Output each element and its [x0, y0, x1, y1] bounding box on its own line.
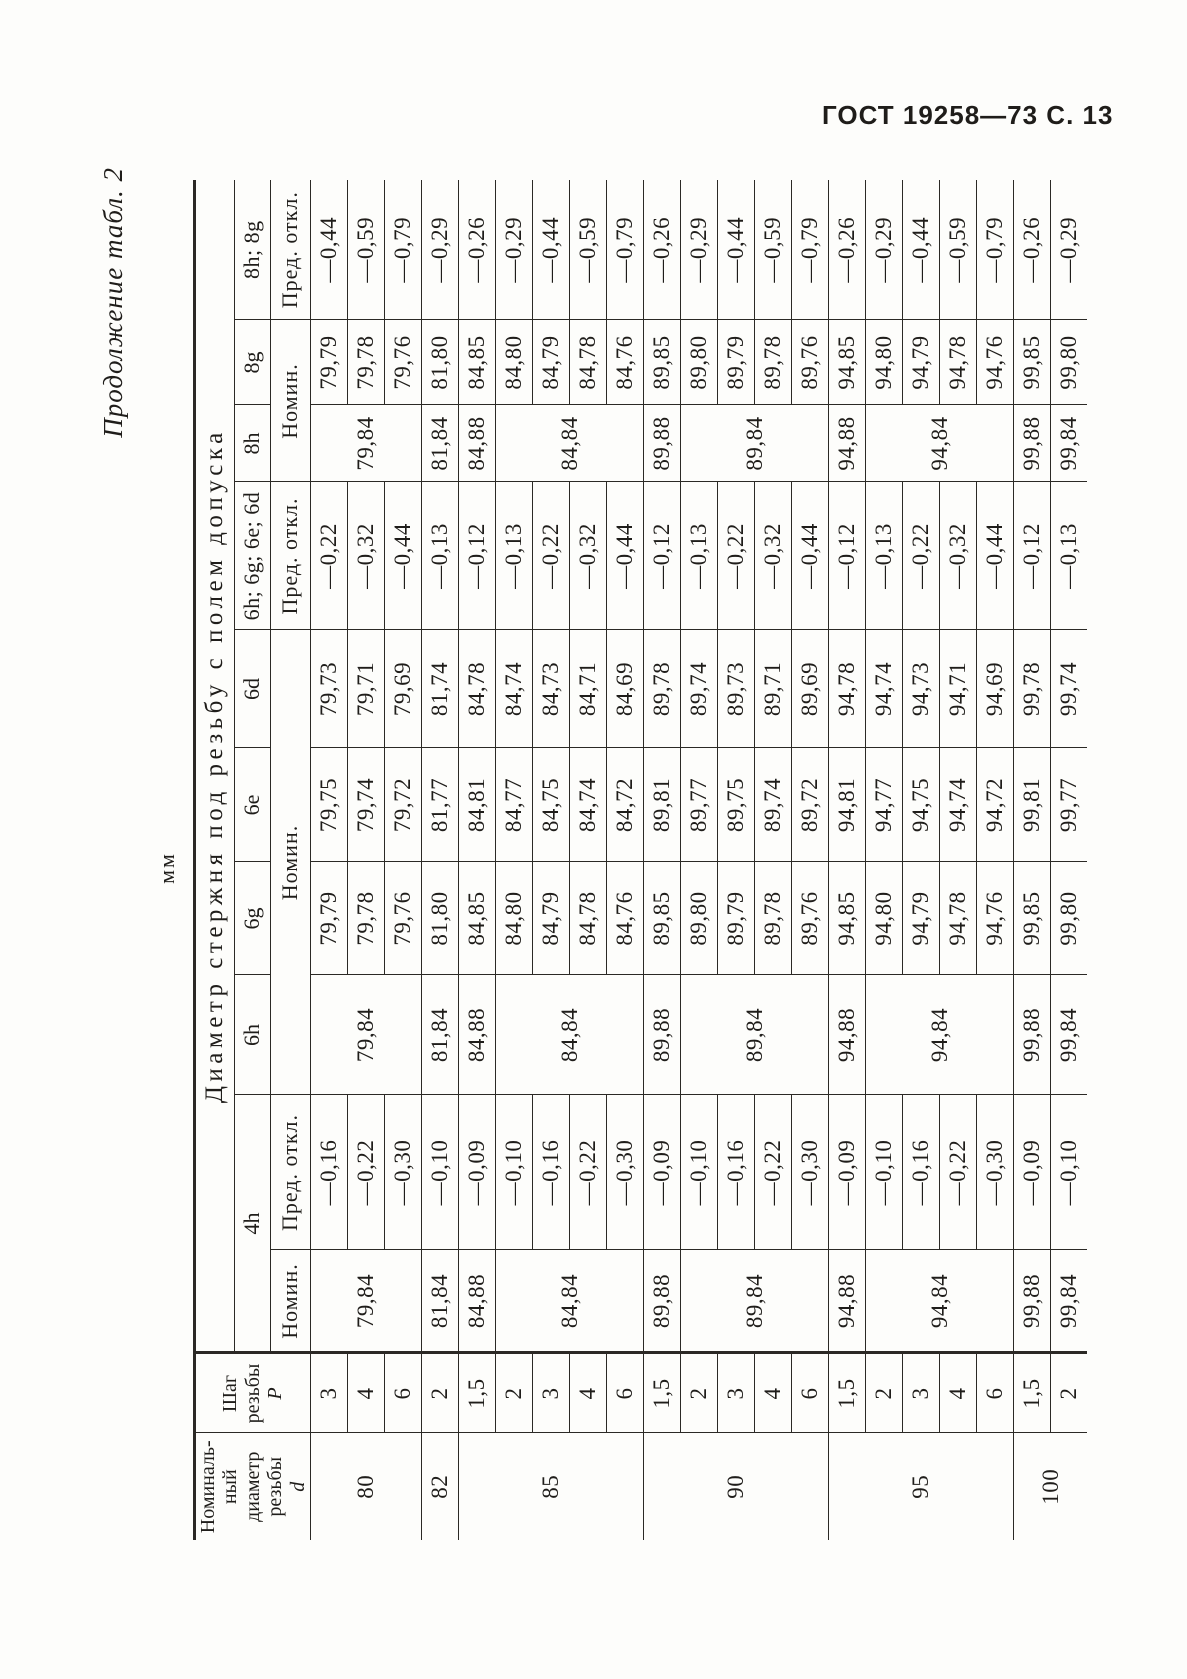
cell-nom-6e: 89,72 — [792, 748, 829, 862]
cell-nom-4h: 89,88 — [644, 1250, 681, 1353]
cell-dev-8: —0,29 — [496, 180, 533, 320]
table-row — [866, 180, 903, 1540]
cell-p: 1,5 — [644, 1353, 681, 1433]
table-row — [1014, 180, 1051, 1540]
cell-nom-8g: 84,85 — [459, 320, 496, 405]
header-dev-group-6: 6h; 6g; 6e; 6d — [235, 482, 271, 630]
cell-nom-6e: 79,72 — [385, 748, 422, 862]
cell-dev-4h: —0,09 — [1014, 1095, 1051, 1250]
cell-nom-6g: 79,78 — [348, 862, 385, 975]
header-nominal-8: Номин. — [271, 320, 311, 482]
cell-nom-8g: 89,76 — [792, 320, 829, 405]
cell-dev-4h: —0,10 — [496, 1095, 533, 1250]
cell-dev-8: —0,59 — [940, 180, 977, 320]
header-nominal-diameter — [195, 1433, 311, 1540]
cell-nom-6e: 79,75 — [311, 748, 348, 862]
table-row — [644, 180, 681, 1540]
cell-nom-6g: 94,79 — [903, 862, 940, 975]
cell-nom-8g: 89,79 — [718, 320, 755, 405]
cell-nom-6d: 89,74 — [681, 630, 718, 748]
cell-nom-6g: 94,85 — [829, 862, 866, 975]
cell-d: 100 — [1014, 1433, 1088, 1540]
header-line: Шаг — [219, 1374, 242, 1413]
table-row — [681, 180, 718, 1540]
cell-dev-4h: —0,16 — [311, 1095, 348, 1250]
cell-p: 2 — [866, 1353, 903, 1433]
cell-nom-8g: 94,76 — [977, 320, 1014, 405]
cell-nom-6d: 99,78 — [1014, 630, 1051, 748]
cell-nom-6h: 84,84 — [496, 975, 644, 1095]
cell-nom-6e: 94,72 — [977, 748, 1014, 862]
cell-nom-6g: 94,76 — [977, 862, 1014, 975]
cell-nom-4h: 84,84 — [496, 1250, 644, 1353]
cell-nom-8h: 79,84 — [311, 405, 422, 482]
cell-dev-6: —0,44 — [607, 482, 644, 630]
rod-diameter-table — [193, 180, 1087, 1540]
table-row — [422, 180, 459, 1540]
cell-dev-8: —0,79 — [607, 180, 644, 320]
cell-dev-8: —0,79 — [385, 180, 422, 320]
table-row — [459, 180, 496, 1540]
cell-dev-6: —0,12 — [644, 482, 681, 630]
cell-nom-6g: 79,76 — [385, 862, 422, 975]
cell-nom-6g: 89,76 — [792, 862, 829, 975]
table-body — [311, 180, 1088, 1540]
cell-nom-6g: 79,79 — [311, 862, 348, 975]
cell-d: 80 — [311, 1433, 422, 1540]
cell-nom-6d: 94,78 — [829, 630, 866, 748]
cell-dev-6: —0,13 — [496, 482, 533, 630]
cell-dev-6: —0,22 — [311, 482, 348, 630]
header-line: резьбы — [264, 1456, 287, 1517]
cell-nom-8g: 79,76 — [385, 320, 422, 405]
cell-dev-6: —0,12 — [829, 482, 866, 630]
cell-nom-8g: 94,80 — [866, 320, 903, 405]
cell-dev-8: —0,26 — [1014, 180, 1051, 320]
cell-nom-6h: 94,84 — [866, 975, 1014, 1095]
cell-dev-6: —0,13 — [866, 482, 903, 630]
cell-p: 6 — [607, 1353, 644, 1433]
cell-nom-6d: 84,74 — [496, 630, 533, 748]
cell-nom-6h: 94,88 — [829, 975, 866, 1095]
header-col-6g: 6g — [235, 862, 271, 975]
cell-nom-4h: 99,84 — [1051, 1250, 1088, 1353]
cell-dev-8: —0,29 — [681, 180, 718, 320]
cell-nom-4h: 94,88 — [829, 1250, 866, 1353]
cell-dev-6: —0,44 — [977, 482, 1014, 630]
cell-dev-8: —0,29 — [866, 180, 903, 320]
cell-nom-8h: 84,84 — [496, 405, 644, 482]
cell-dev-8: —0,44 — [533, 180, 570, 320]
cell-nom-8g: 94,78 — [940, 320, 977, 405]
cell-nom-6d: 89,73 — [718, 630, 755, 748]
cell-dev-8: —0,79 — [792, 180, 829, 320]
cell-dev-4h: —0,10 — [681, 1095, 718, 1250]
header-line: диаметр — [241, 1451, 264, 1522]
cell-dev-6: —0,13 — [422, 482, 459, 630]
cell-dev-6: —0,32 — [348, 482, 385, 630]
cell-nom-6e: 94,75 — [903, 748, 940, 862]
cell-dev-4h: —0,22 — [348, 1095, 385, 1250]
cell-nom-6h: 81,84 — [422, 975, 459, 1095]
cell-nom-6d: 94,73 — [903, 630, 940, 748]
cell-nom-8g: 84,80 — [496, 320, 533, 405]
cell-nom-6d: 89,69 — [792, 630, 829, 748]
cell-nom-6e: 99,77 — [1051, 748, 1088, 862]
cell-p: 6 — [385, 1353, 422, 1433]
page-title: ГОСТ 19258—73 С. 13 — [822, 100, 1114, 130]
cell-dev-8: —0,44 — [718, 180, 755, 320]
cell-nom-6g: 89,78 — [755, 862, 792, 975]
cell-nom-6g: 84,85 — [459, 862, 496, 975]
cell-p: 4 — [348, 1353, 385, 1433]
header-nominal-6: Номин. — [271, 630, 311, 1095]
cell-nom-6h: 79,84 — [311, 975, 422, 1095]
cell-nom-6e: 89,74 — [755, 748, 792, 862]
cell-nom-6g: 89,79 — [718, 862, 755, 975]
header-col-6d: 6d — [235, 630, 271, 748]
cell-dev-4h: —0,22 — [940, 1095, 977, 1250]
cell-nom-8h: 84,88 — [459, 405, 496, 482]
cell-p: 3 — [311, 1353, 348, 1433]
header-col-8h: 8h — [235, 405, 271, 482]
cell-nom-8g: 81,80 — [422, 320, 459, 405]
cell-dev-4h: —0,10 — [1051, 1095, 1088, 1250]
cell-dev-4h: —0,30 — [385, 1095, 422, 1250]
cell-nom-6g: 94,78 — [940, 862, 977, 975]
cell-p: 4 — [940, 1353, 977, 1433]
cell-nom-6d: 79,73 — [311, 630, 348, 748]
cell-nom-6e: 84,72 — [607, 748, 644, 862]
cell-nom-8h: 81,84 — [422, 405, 459, 482]
cell-nom-6e: 84,75 — [533, 748, 570, 862]
cell-p: 4 — [570, 1353, 607, 1433]
header-nominal-4h: Номин. — [271, 1250, 311, 1353]
header-deviation-4h: Пред. откл. — [271, 1095, 311, 1250]
header-deviation-8: Пред. откл. — [271, 180, 311, 320]
cell-dev-4h: —0,30 — [977, 1095, 1014, 1250]
cell-dev-8: —0,44 — [311, 180, 348, 320]
cell-nom-6d: 89,71 — [755, 630, 792, 748]
cell-p: 1,5 — [829, 1353, 866, 1433]
table-row — [311, 180, 348, 1540]
cell-nom-6e: 94,77 — [866, 748, 903, 862]
cell-dev-8: —0,26 — [459, 180, 496, 320]
cell-d: 85 — [459, 1433, 644, 1540]
header-col-6h: 6h — [235, 975, 271, 1095]
cell-dev-4h: —0,16 — [903, 1095, 940, 1250]
cell-nom-4h: 94,84 — [866, 1250, 1014, 1353]
table-row — [1051, 180, 1088, 1540]
table-header — [195, 180, 311, 1540]
cell-nom-6d: 89,78 — [644, 630, 681, 748]
cell-nom-8g: 79,79 — [311, 320, 348, 405]
cell-dev-8: —0,59 — [570, 180, 607, 320]
cell-dev-4h: —0,09 — [644, 1095, 681, 1250]
cell-dev-8: —0,44 — [903, 180, 940, 320]
cell-nom-6d: 79,69 — [385, 630, 422, 748]
cell-nom-6d: 84,71 — [570, 630, 607, 748]
cell-nom-6g: 84,79 — [533, 862, 570, 975]
cell-nom-6h: 99,88 — [1014, 975, 1051, 1095]
cell-dev-6: —0,12 — [459, 482, 496, 630]
cell-nom-8g: 79,78 — [348, 320, 385, 405]
cell-nom-6e: 89,81 — [644, 748, 681, 862]
cell-nom-6e: 84,77 — [496, 748, 533, 862]
cell-d: 82 — [422, 1433, 459, 1540]
cell-nom-8g: 99,80 — [1051, 320, 1088, 405]
cell-p: 2 — [496, 1353, 533, 1433]
cell-dev-4h: —0,09 — [829, 1095, 866, 1250]
cell-nom-4h: 84,88 — [459, 1250, 496, 1353]
cell-nom-6e: 84,81 — [459, 748, 496, 862]
header-deviation-6: Пред. откл. — [271, 482, 311, 630]
cell-dev-8: —0,26 — [644, 180, 681, 320]
cell-dev-6: —0,12 — [1014, 482, 1051, 630]
cell-nom-8h: 94,88 — [829, 405, 866, 482]
cell-dev-4h: —0,30 — [792, 1095, 829, 1250]
cell-nom-8g: 94,79 — [903, 320, 940, 405]
cell-dev-4h: —0,16 — [533, 1095, 570, 1250]
cell-dev-4h: —0,22 — [755, 1095, 792, 1250]
cell-dev-6: —0,22 — [903, 482, 940, 630]
cell-nom-6g: 89,80 — [681, 862, 718, 975]
cell-dev-8: —0,59 — [755, 180, 792, 320]
table-row — [829, 180, 866, 1540]
cell-nom-8h: 99,88 — [1014, 405, 1051, 482]
cell-nom-6g: 99,80 — [1051, 862, 1088, 975]
cell-nom-4h: 79,84 — [311, 1250, 422, 1353]
header-symbol-d: d — [286, 1481, 309, 1492]
cell-p: 3 — [533, 1353, 570, 1433]
cell-nom-6e: 79,74 — [348, 748, 385, 862]
cell-dev-8: —0,79 — [977, 180, 1014, 320]
cell-dev-6: —0,32 — [755, 482, 792, 630]
cell-dev-4h: —0,10 — [866, 1095, 903, 1250]
cell-dev-6: —0,22 — [718, 482, 755, 630]
header-col-6e: 6e — [235, 748, 271, 862]
header-col-8g: 8g — [235, 320, 271, 405]
cell-nom-6d: 94,69 — [977, 630, 1014, 748]
cell-nom-8g: 84,79 — [533, 320, 570, 405]
cell-nom-6d: 79,71 — [348, 630, 385, 748]
header-pitch — [195, 1353, 311, 1433]
cell-dev-6: —0,44 — [385, 482, 422, 630]
header-main: Диаметр стержня под резьбу с полем допуска — [195, 180, 235, 1353]
cell-dev-4h: —0,09 — [459, 1095, 496, 1250]
cell-d: 90 — [644, 1433, 829, 1540]
cell-dev-8: —0,29 — [1051, 180, 1088, 320]
cell-nom-6h: 89,88 — [644, 975, 681, 1095]
cell-nom-6e: 89,77 — [681, 748, 718, 862]
cell-nom-6e: 84,74 — [570, 748, 607, 862]
cell-dev-4h: —0,10 — [422, 1095, 459, 1250]
cell-nom-6g: 81,80 — [422, 862, 459, 975]
cell-p: 3 — [718, 1353, 755, 1433]
cell-nom-6d: 99,74 — [1051, 630, 1088, 748]
cell-nom-8g: 99,85 — [1014, 320, 1051, 405]
cell-nom-6d: 94,74 — [866, 630, 903, 748]
cell-nom-6e: 99,81 — [1014, 748, 1051, 862]
cell-nom-4h: 81,84 — [422, 1250, 459, 1353]
cell-p: 1,5 — [1014, 1353, 1051, 1433]
cell-nom-6h: 89,84 — [681, 975, 829, 1095]
cell-nom-8h: 99,84 — [1051, 405, 1088, 482]
cell-nom-6h: 99,84 — [1051, 975, 1088, 1095]
cell-dev-6: —0,22 — [533, 482, 570, 630]
cell-nom-8h: 89,84 — [681, 405, 829, 482]
cell-nom-6d: 81,74 — [422, 630, 459, 748]
header-dev-group-8: 8h; 8g — [235, 180, 271, 320]
cell-d: 95 — [829, 1433, 1014, 1540]
header-line: Номиналь- — [197, 1440, 220, 1534]
cell-nom-8h: 94,84 — [866, 405, 1014, 482]
cell-p: 4 — [755, 1353, 792, 1433]
table-continuation-label: Продолжение табл. 2 — [98, 167, 128, 438]
cell-nom-8h: 89,88 — [644, 405, 681, 482]
cell-nom-6d: 94,71 — [940, 630, 977, 748]
cell-p: 6 — [977, 1353, 1014, 1433]
cell-nom-6e: 94,81 — [829, 748, 866, 862]
cell-dev-4h: —0,30 — [607, 1095, 644, 1250]
cell-nom-6g: 84,80 — [496, 862, 533, 975]
cell-p: 6 — [792, 1353, 829, 1433]
cell-nom-6g: 94,80 — [866, 862, 903, 975]
cell-dev-4h: —0,22 — [570, 1095, 607, 1250]
cell-dev-8: —0,59 — [348, 180, 385, 320]
cell-p: 2 — [681, 1353, 718, 1433]
cell-nom-4h: 89,84 — [681, 1250, 829, 1353]
cell-nom-6h: 84,88 — [459, 975, 496, 1095]
cell-dev-6: —0,32 — [570, 482, 607, 630]
cell-dev-6: —0,44 — [792, 482, 829, 630]
header-symbol-p: P — [264, 1387, 287, 1400]
cell-nom-8g: 84,76 — [607, 320, 644, 405]
header-line: резьбы — [241, 1363, 264, 1424]
cell-nom-6e: 81,77 — [422, 748, 459, 862]
cell-dev-8: —0,26 — [829, 180, 866, 320]
cell-nom-6e: 94,74 — [940, 748, 977, 862]
cell-nom-6d: 84,69 — [607, 630, 644, 748]
cell-dev-8: —0,29 — [422, 180, 459, 320]
cell-dev-6: —0,13 — [681, 482, 718, 630]
cell-p: 2 — [1051, 1353, 1088, 1433]
cell-nom-6g: 84,76 — [607, 862, 644, 975]
cell-dev-6: —0,32 — [940, 482, 977, 630]
cell-dev-6: —0,13 — [1051, 482, 1088, 630]
cell-p: 2 — [422, 1353, 459, 1433]
cell-nom-8g: 89,80 — [681, 320, 718, 405]
header-line: ный — [219, 1469, 242, 1505]
cell-nom-6g: 89,85 — [644, 862, 681, 975]
cell-nom-8g: 84,78 — [570, 320, 607, 405]
table-row — [496, 180, 533, 1540]
cell-nom-6g: 99,85 — [1014, 862, 1051, 975]
cell-dev-4h: —0,16 — [718, 1095, 755, 1250]
cell-nom-6g: 84,78 — [570, 862, 607, 975]
cell-nom-8g: 89,85 — [644, 320, 681, 405]
cell-nom-4h: 99,88 — [1014, 1250, 1051, 1353]
cell-nom-8g: 94,85 — [829, 320, 866, 405]
header-group-4h: 4h — [235, 1095, 271, 1353]
cell-p: 3 — [903, 1353, 940, 1433]
cell-nom-8g: 89,78 — [755, 320, 792, 405]
cell-nom-6e: 89,75 — [718, 748, 755, 862]
cell-nom-6d: 84,73 — [533, 630, 570, 748]
cell-p: 1,5 — [459, 1353, 496, 1433]
units-label: мм — [154, 852, 179, 884]
cell-nom-6d: 84,78 — [459, 630, 496, 748]
